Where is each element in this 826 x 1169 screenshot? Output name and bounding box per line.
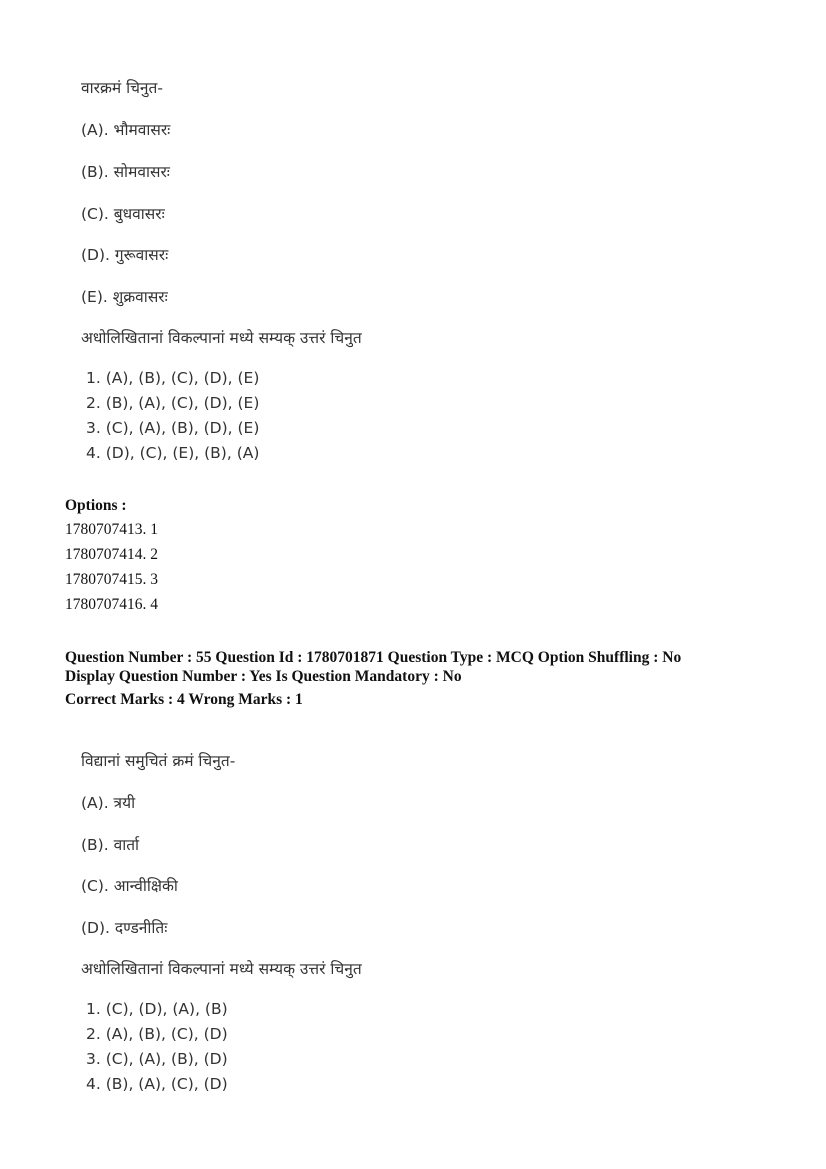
question-item-d: (D). दण्डनीतिः — [81, 919, 168, 937]
answer-choice-3: 3. (C), (A), (B), (D), (E) — [86, 419, 260, 437]
question-item-c: (C). आन्वीक्षिकी — [81, 877, 178, 895]
question-item-a: (A). त्रयी — [81, 794, 136, 812]
question-item-b: (B). सोमवासरः — [81, 163, 170, 181]
question-item-e: (E). शुक्रवासरः — [81, 288, 168, 306]
option-id-line: 1780707413. 1 — [65, 521, 158, 538]
question-prompt: अधोलिखितानां विकल्पानां मध्ये सम्यक् उत्तरं चिनुत — [81, 329, 362, 347]
question-meta-line: Question Number : 55 Question Id : 1780701871 Question Type : MCQ Option Shuffling : No — [65, 649, 682, 666]
answer-choice-3: 3. (C), (A), (B), (D) — [86, 1050, 228, 1068]
question-item-b: (B). वार्ता — [81, 836, 140, 854]
option-id-line: 1780707416. 4 — [65, 596, 158, 613]
answer-choice-1: 1. (C), (D), (A), (B) — [86, 1000, 228, 1018]
question-item-a: (A). भौमवासरः — [81, 121, 171, 139]
answer-choice-1: 1. (A), (B), (C), (D), (E) — [86, 369, 260, 387]
answer-choice-2: 2. (A), (B), (C), (D) — [86, 1025, 228, 1043]
option-id-line: 1780707414. 2 — [65, 546, 158, 563]
answer-choice-2: 2. (B), (A), (C), (D), (E) — [86, 394, 260, 412]
answer-choice-4: 4. (D), (C), (E), (B), (A) — [86, 444, 260, 462]
question-stem: विद्यानां समुचितं क्रमं चिनुत- — [81, 752, 236, 770]
question-item-d: (D). गुरूवासरः — [81, 246, 169, 264]
question-meta-line: Display Question Number : Yes Is Question Mandatory : No — [65, 668, 462, 685]
options-heading: Options : — [65, 497, 127, 514]
answer-choice-4: 4. (B), (A), (C), (D) — [86, 1075, 228, 1093]
option-id-line: 1780707415. 3 — [65, 571, 158, 588]
question-marks-line: Correct Marks : 4 Wrong Marks : 1 — [65, 691, 303, 708]
question-prompt: अधोलिखितानां विकल्पानां मध्ये सम्यक् उत्तरं चिनुत — [81, 960, 362, 978]
question-stem: वारक्रमं चिनुत- — [81, 79, 163, 97]
question-item-c: (C). बुधवासरः — [81, 205, 165, 223]
